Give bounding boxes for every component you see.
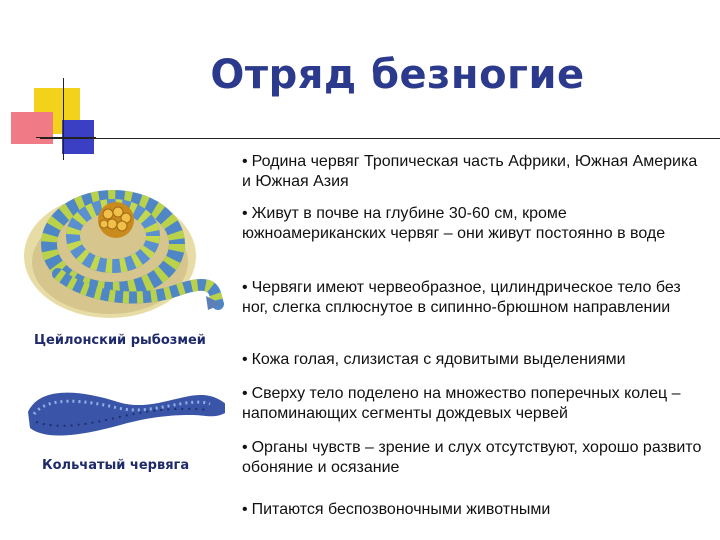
bullet-item — [242, 350, 702, 370]
bullet-marker: • — [242, 205, 248, 222]
bullet-marker: • — [242, 501, 248, 518]
bullet-text: Родина червяг Тропическая часть Африки, Южная Америка и Южная Азия — [242, 153, 698, 190]
caption-ceylon-caecilian: Цейлонский рыбозмей — [34, 333, 206, 348]
title-underline — [40, 138, 720, 139]
bullet-item — [242, 204, 702, 244]
bullet-item — [242, 384, 702, 424]
decor-red-square — [11, 112, 53, 144]
caption-ringed-caecilian: Кольчатый червяга — [42, 458, 190, 473]
bullet-text: Живут в почве на глубине 30-60 см, кроме южноамериканских червяг – они живут постоянно в воде — [242, 205, 666, 242]
bullet-text: Червяги имеют червеобразное, цилиндрическое тело без ног, слегка сплюснутое в сипинно-брюшном направлении — [242, 279, 681, 316]
bullet-marker: • — [242, 279, 248, 296]
ceylon-caecilian-image — [18, 178, 226, 328]
slide-title: Отряд безногие — [210, 52, 585, 98]
bullet-marker: • — [242, 153, 248, 170]
bullet-item — [242, 278, 702, 318]
bullet-item — [242, 500, 702, 520]
ringed-caecilian-image — [20, 372, 225, 448]
bullet-text: Органы чувств – зрение и слух отсутствуют, хорошо развито обоняние и осязание — [242, 439, 702, 476]
bullet-text: Кожа голая, слизистая с ядовитыми выделениями — [251, 351, 626, 368]
bullet-text: Сверху тело поделено на множество поперечных колец – напоминающих сегменты дождевых червей — [242, 385, 681, 422]
bullet-marker: • — [242, 385, 248, 402]
bullet-marker: • — [242, 351, 248, 368]
bullet-text: Питаются беспозвоночными животными — [251, 501, 551, 518]
bullet-item — [242, 152, 702, 192]
bullet-marker: • — [242, 439, 248, 456]
bullet-item — [242, 438, 702, 478]
